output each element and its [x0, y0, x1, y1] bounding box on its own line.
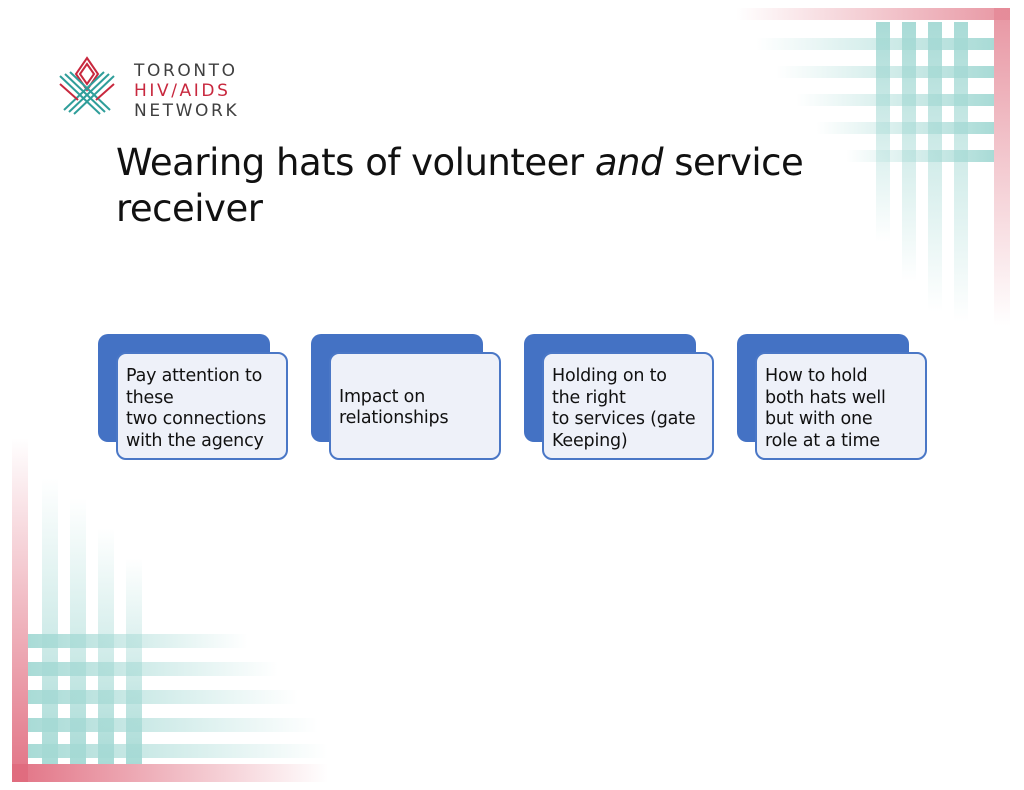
title-emphasis: and	[594, 141, 663, 184]
title-part-1: Wearing hats of volunteer	[116, 141, 595, 184]
toronto-hiv-aids-network-logo-mark-icon	[56, 54, 118, 118]
logo-line-toronto: TORONTO	[134, 61, 238, 81]
card-front-panel	[755, 352, 927, 460]
card-text: How to hold both hats well but with one role at a time	[765, 366, 886, 451]
slide-title	[116, 140, 836, 232]
card-text: Pay attention to these two connections with the agency	[126, 366, 266, 451]
card-front-panel	[329, 352, 501, 460]
organization-logo	[56, 54, 256, 124]
card-impact-on-relationships	[311, 334, 506, 466]
title-part-2: service receiver	[116, 141, 804, 230]
card-holding-on-to-services	[524, 334, 719, 466]
card-text: Impact on relationships	[339, 386, 449, 428]
card-pay-attention	[98, 334, 293, 466]
logo-line-hiv-aids: HIV/AIDS	[134, 81, 231, 101]
card-front-panel	[542, 352, 714, 460]
card-front-panel	[116, 352, 288, 460]
corner-weave-bottom-left-decoration	[12, 438, 328, 782]
logo-line-network: NETWORK	[134, 101, 240, 121]
logo-wordmark	[134, 61, 239, 121]
card-text: Holding on to the right to services (gate Keeping)	[552, 366, 696, 451]
card-how-to-hold-both-hats	[737, 334, 932, 466]
